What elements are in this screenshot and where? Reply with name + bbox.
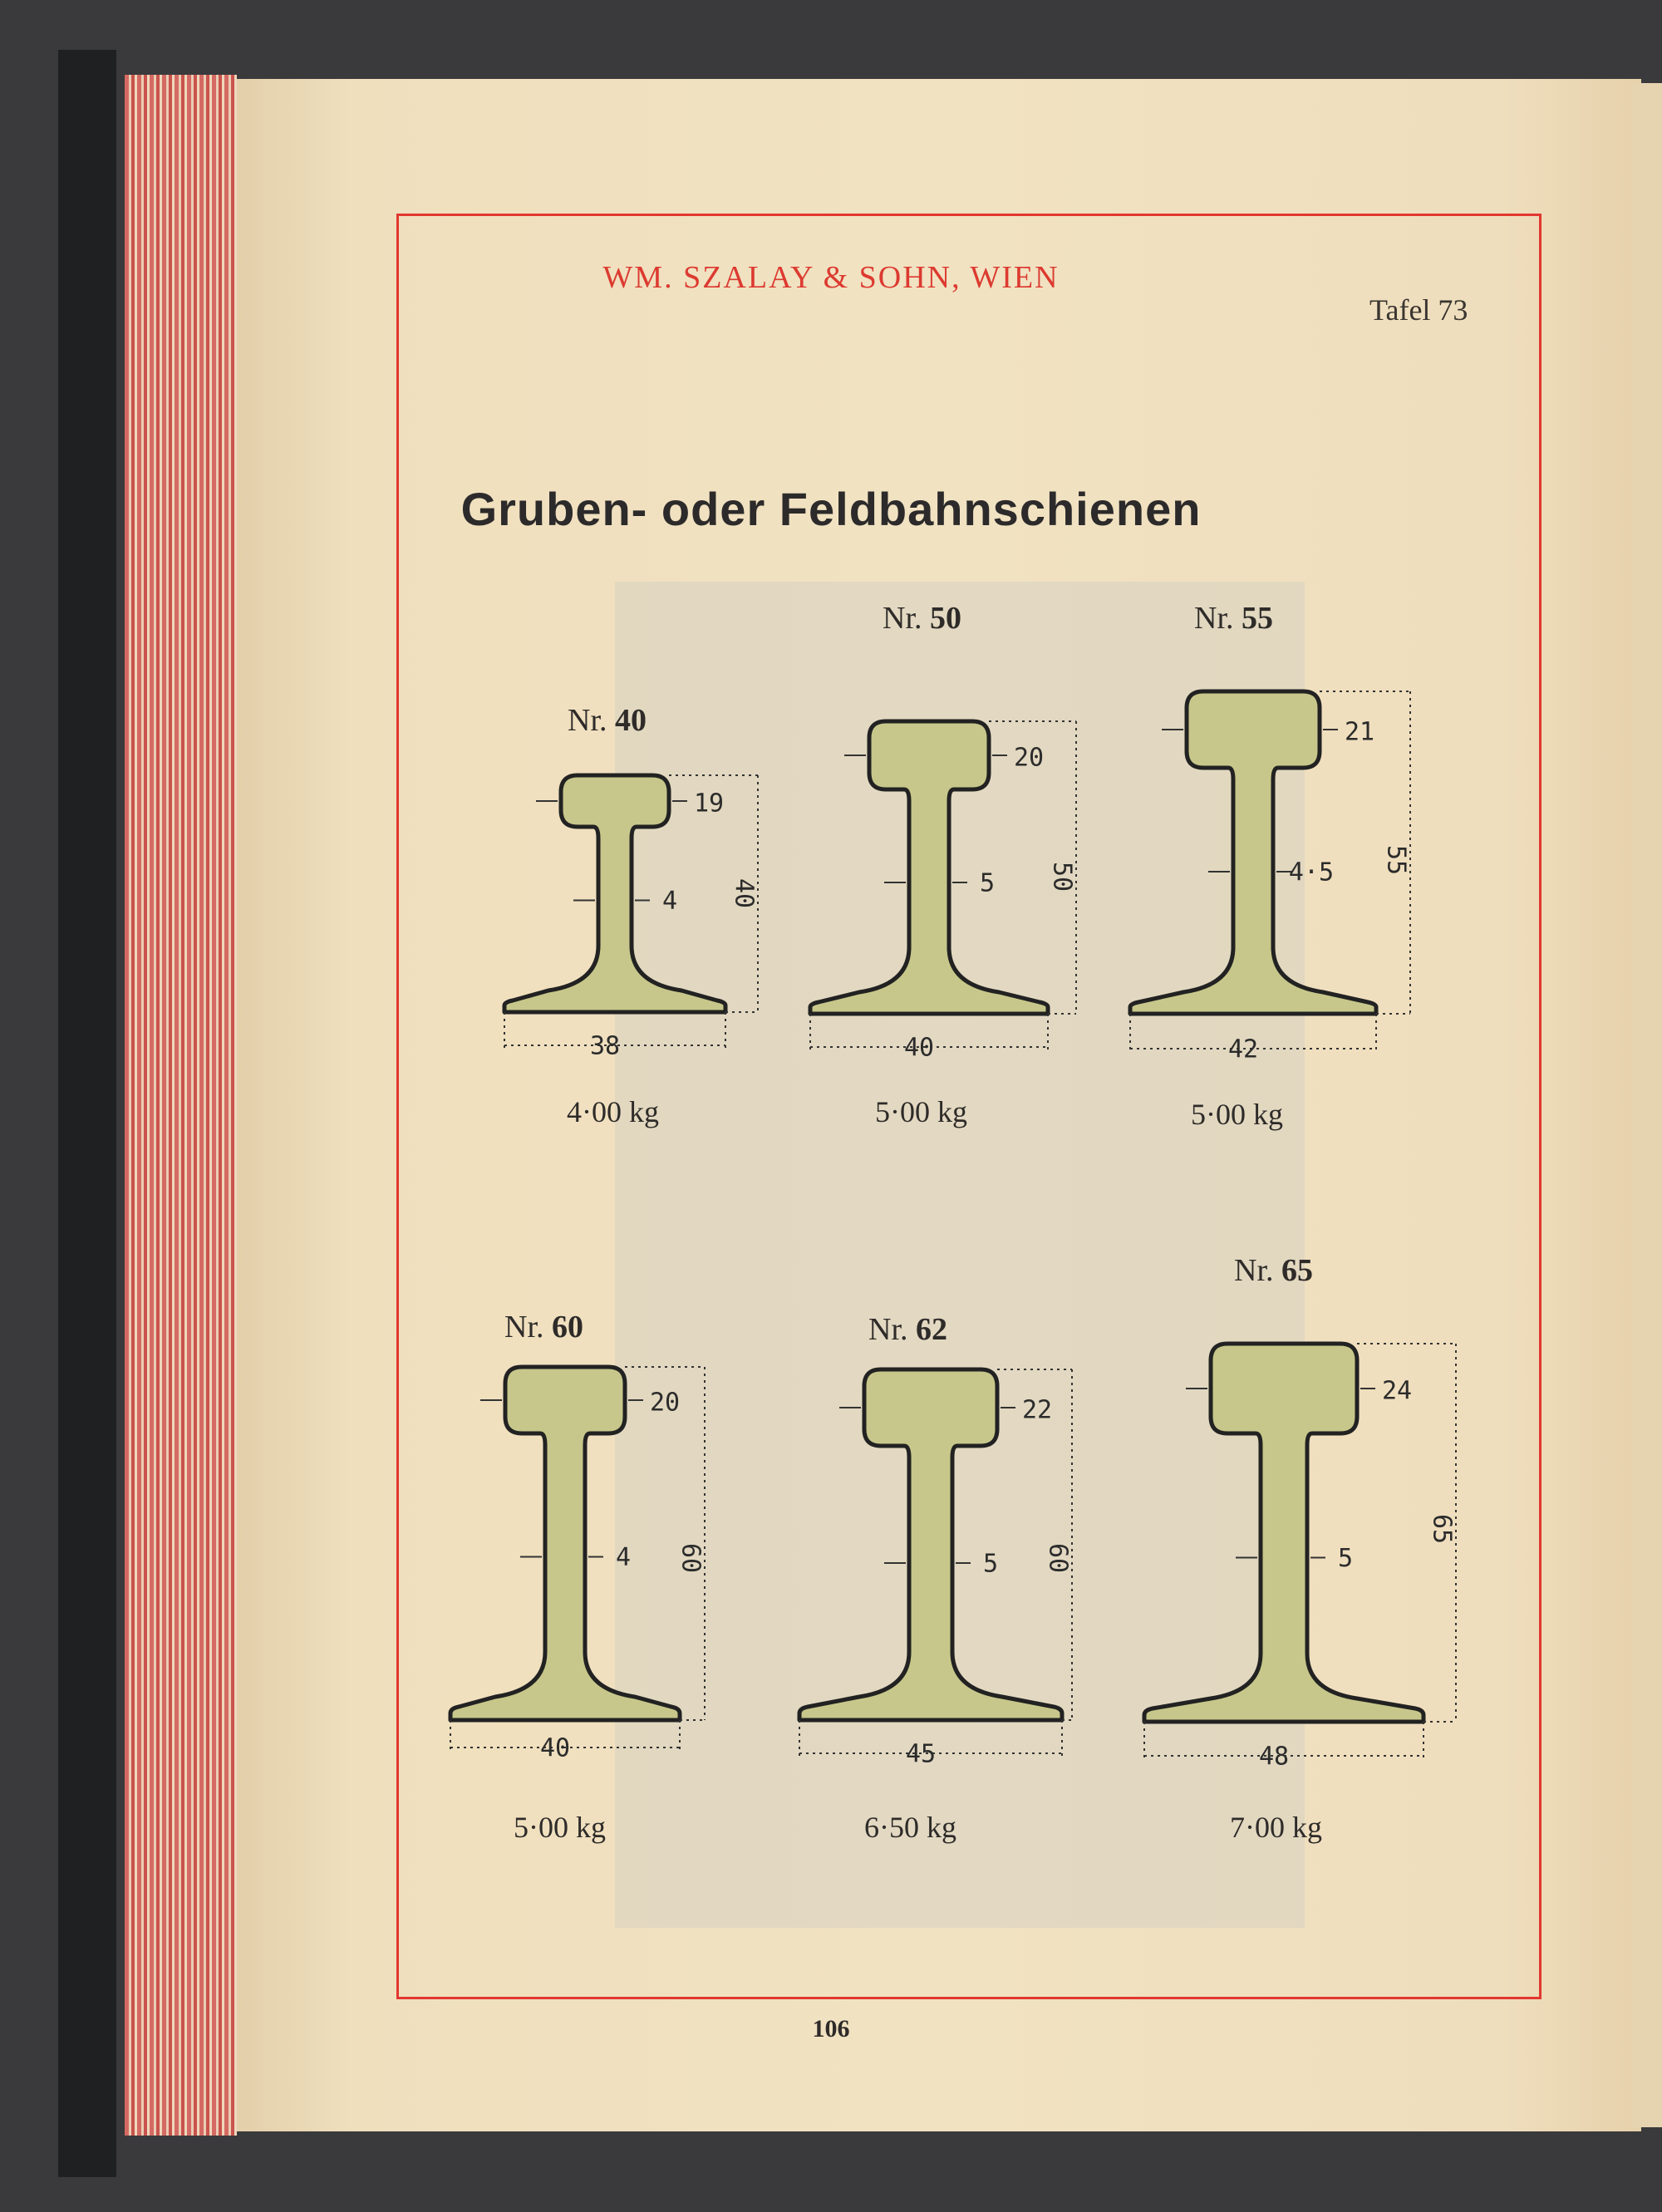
rail-weight-40: 4·00 kg (567, 1095, 659, 1128)
base-label-62: 45 (905, 1739, 937, 1769)
head-label-55: 21 (1344, 717, 1375, 747)
rail-label-60: Nr. 60 (504, 1310, 583, 1344)
rail-label-50: Nr. 50 (883, 601, 961, 636)
head-label-50: 20 (1013, 743, 1045, 773)
head-label-62: 22 (1021, 1395, 1053, 1425)
height-label-62: 60 (1043, 1542, 1073, 1574)
rail-weight-62: 6·50 kg (864, 1811, 956, 1844)
rail-weight-60: 5·00 kg (514, 1811, 606, 1844)
height-label-55: 55 (1381, 844, 1411, 876)
rail-profile-50 (810, 721, 1048, 1014)
height-label-40: 40 (729, 877, 759, 909)
height-label-60: 60 (676, 1542, 706, 1574)
page-number: 106 (812, 2015, 850, 2042)
web-label-55: 4·5 (1288, 858, 1335, 887)
rail-label-65: Nr. 65 (1234, 1253, 1313, 1288)
rail-label-40: Nr. 40 (568, 703, 647, 738)
base-label-60: 40 (539, 1733, 571, 1763)
rail-profile-40 (504, 775, 725, 1012)
base-label-50: 40 (903, 1033, 935, 1063)
rail-label-55: Nr. 55 (1194, 601, 1273, 636)
base-label-65: 48 (1258, 1742, 1290, 1772)
page-title: Gruben- oder Feldbahnschienen (460, 483, 1202, 535)
base-label-55: 42 (1227, 1035, 1259, 1064)
web-label-40: 4 (661, 887, 678, 916)
company-header: WM. SZALAY & SOHN, WIEN (602, 260, 1060, 295)
web-label-62: 5 (982, 1549, 999, 1579)
rail-weight-65: 7·00 kg (1230, 1811, 1322, 1844)
plate-number: Tafel 73 (1369, 293, 1468, 327)
base-label-40: 38 (589, 1031, 621, 1061)
web-label-50: 5 (979, 868, 996, 898)
web-label-60: 4 (615, 1543, 632, 1572)
height-label-50: 50 (1047, 861, 1077, 892)
web-label-65: 5 (1337, 1544, 1354, 1573)
rail-weight-55: 5·00 kg (1191, 1098, 1283, 1131)
head-label-60: 20 (649, 1388, 681, 1418)
height-label-65: 65 (1427, 1513, 1457, 1545)
head-label-65: 24 (1381, 1376, 1413, 1406)
head-label-40: 19 (693, 789, 725, 818)
rail-profile-60 (450, 1367, 680, 1720)
rail-profile-55 (1130, 691, 1376, 1014)
rail-label-62: Nr. 62 (868, 1312, 947, 1347)
rail-weight-50: 5·00 kg (875, 1095, 967, 1128)
